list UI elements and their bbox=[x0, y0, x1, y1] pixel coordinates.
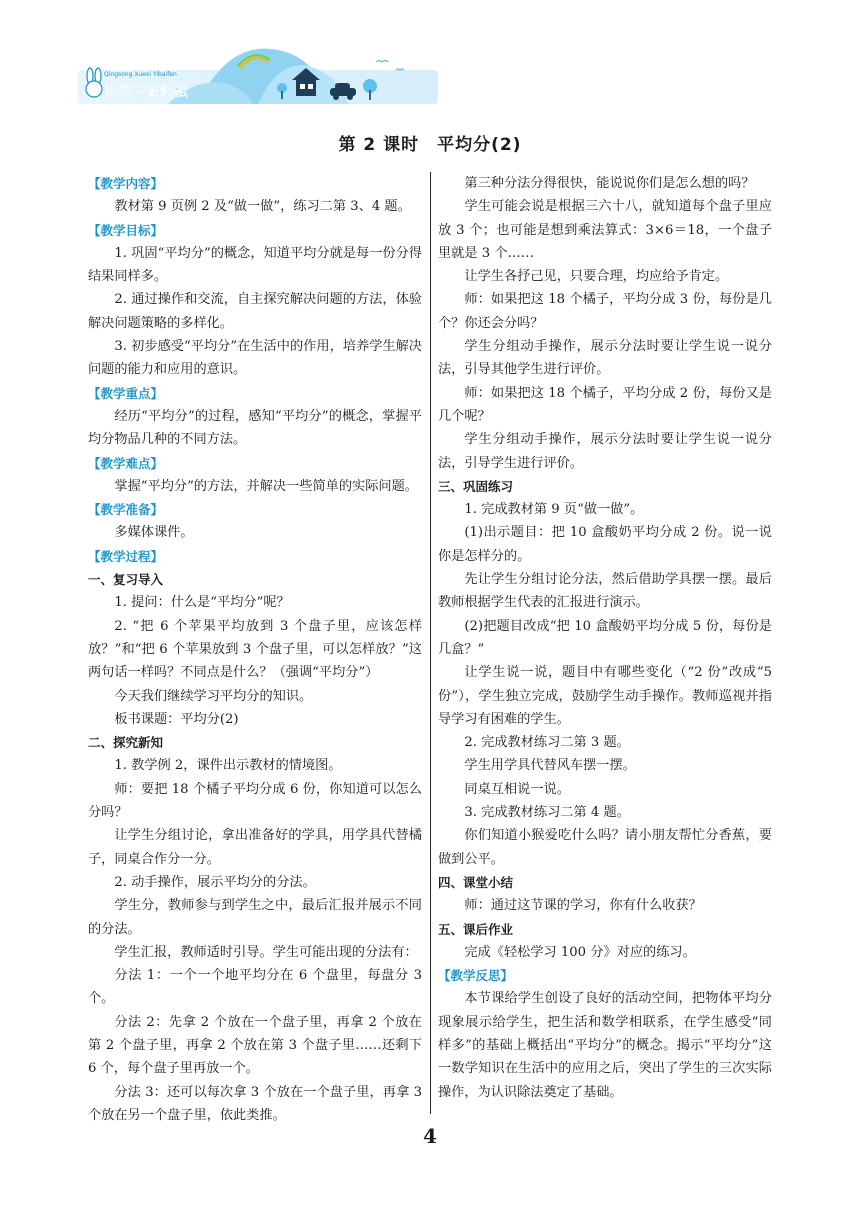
section-tag: 【教学目标】 bbox=[88, 222, 164, 238]
paragraph: 分法 2：先拿 2 个放在一个盘子里，再拿 2 个放在第 2 个盘子里，再拿 2 个放在第 3 个盘子里……还剩下 6 个，每个盘子里再放一个。 bbox=[88, 1014, 422, 1077]
paragraph: 师：要把 18 个橘子平均分成 6 份，你知道可以怎么分吗？ bbox=[88, 781, 422, 821]
paragraph: 学生可能会说是根据三六十八，就知道每个盘子里应放 3 个；也可能是想到乘法算式：3×6＝18，一个盘子里就是 3 个…… bbox=[438, 199, 772, 261]
paragraph: 学生用学具代替风车摆一摆。 bbox=[464, 758, 636, 774]
paragraph: 1. 教学例 2，课件出示教材的情境图。 bbox=[114, 758, 342, 774]
lesson-title: 第 2 课时 平均分(2) bbox=[338, 135, 522, 155]
section-tag: 【教学反思】 bbox=[438, 968, 514, 984]
section-heading: 二、探究新知 bbox=[88, 735, 164, 751]
paragraph: 让学生分组讨论，拿出准备好的学具，用学具代替橘子，同桌合作分一分。 bbox=[88, 828, 422, 867]
column-divider bbox=[430, 172, 431, 1114]
paragraph: 本节课给学生创设了良好的活动空间，把物体平均分现象展示给学生，把生活和数学相联系，在学生感受“同样多”的基础上概括出“平均分”的概念。揭示“平均分”这一数学知识在生活中的应用之后，突出了学生的三次实际操作，为认识除法奠定了基础。 bbox=[438, 991, 772, 1100]
paragraph: 第三种分法分得很快，能说说你们是怎么想的吗？ bbox=[464, 176, 755, 191]
paragraph: 多媒体课件。 bbox=[114, 525, 194, 541]
paragraph: 分法 3：还可以每次拿 3 个放在一个盘子里，再拿 3 个放在另一个盘子里，依此类推。 bbox=[88, 1084, 422, 1123]
section-tag: 【教学内容】 bbox=[88, 176, 164, 191]
paragraph: 今天我们继续学习平均分的知识。 bbox=[114, 688, 313, 704]
paragraph: 教材第 9 页例 2 及“做一做”，练习二第 3、4 题。 bbox=[114, 199, 411, 215]
paragraph: 完成《轻松学习 100 分》对应的练习。 bbox=[464, 944, 696, 960]
paragraph: 板书课题：平均分(2) bbox=[114, 711, 239, 727]
paragraph: 同桌互相说一说。 bbox=[464, 781, 570, 797]
paragraph: 分法 1：一个一个地平均分在 6 个盘里，每盘分 3 个。 bbox=[88, 968, 422, 1007]
paragraph: 你们知道小猴爱吃什么吗？请小朋友帮忙分香蕉，要做到公平。 bbox=[438, 828, 772, 867]
paragraph: 学生分组动手操作，展示分法时要让学生说一说分法，引导其他学生进行评价。 bbox=[438, 339, 772, 378]
paragraph: 学生分组动手操作，展示分法时要让学生说一说分法，引导学生进行评价。 bbox=[438, 432, 772, 471]
paragraph: 学生分，教师参与到学生之中，最后汇报并展示不同的分法。 bbox=[88, 898, 422, 937]
left-column bbox=[88, 172, 422, 1127]
paragraph: 师：如果把这 18 个橘子，平均分成 3 份，每份是几个？你还会分吗？ bbox=[438, 292, 772, 331]
section-heading: 四、课堂小结 bbox=[438, 874, 514, 890]
paragraph: 掌握“平均分”的方法，并解决一些简单的实际问题。 bbox=[114, 478, 418, 494]
paragraph: 1. 提问：什么是“平均分”呢？ bbox=[114, 595, 290, 611]
paragraph: 3. 完成教材练习二第 4 题。 bbox=[464, 805, 630, 821]
section-tag: 【教学重点】 bbox=[88, 385, 164, 401]
paragraph: 1. 巩固“平均分”的概念，知道平均分就是每一份分得结果同样多。 bbox=[88, 245, 422, 285]
section-heading: 三、巩固练习 bbox=[438, 478, 514, 494]
paragraph: 让学生各抒己见，只要合理，均应给予肯定。 bbox=[464, 269, 729, 285]
paragraph: 2. 完成教材练习二第 3 题。 bbox=[464, 735, 630, 751]
paragraph: 3. 初步感受“平均分”在生活中的作用，培养学生解决问题的能力和应用的意识。 bbox=[88, 339, 422, 378]
page-number: 4 bbox=[423, 1124, 437, 1148]
paragraph: 让学生说一说，题目中有哪些变化（“2 份”改成“5 份”），学生独立完成，鼓励学生动手操作。教师巡视并指导学习有困难的学生。 bbox=[438, 665, 772, 727]
header-banner bbox=[78, 40, 438, 106]
section-tag: 【教学准备】 bbox=[88, 502, 164, 518]
paragraph: (1)出示题目：把 10 盒酸奶平均分成 2 份。说一说你是怎样分的。 bbox=[438, 525, 772, 564]
paragraph: 先让学生分组讨论分法，然后借助学具摆一摆。最后教师根据学生代表的汇报进行演示。 bbox=[438, 572, 772, 611]
paragraph: (2)把题目改成“把 10 盒酸奶平均分成 5 份，每份是几盒？” bbox=[438, 618, 772, 657]
paragraph: 2. 动手操作，展示平均分的分法。 bbox=[114, 874, 316, 890]
paragraph: 2. “把 6 个苹果平均放到 3 个盘子里，应该怎样放？”和“把 6 个苹果放到 3 个盘子里，可以怎样放？”这两句话一样吗？不同点是什么？（强调“平均分”） bbox=[88, 618, 422, 681]
logo-slogan: 让学习更轻松 bbox=[104, 84, 188, 100]
logo-pinyin: Qingsong Xuexi Yibaifen bbox=[104, 71, 177, 78]
paragraph: 师：通过这节课的学习，你有什么收获？ bbox=[464, 898, 702, 914]
paragraph: 经历“平均分”的过程，感知“平均分”的概念，掌握平均分物品几种的不同方法。 bbox=[88, 408, 422, 448]
paragraph: 2. 通过操作和交流，自主探究解决问题的方法，体验解决问题策略的多样化。 bbox=[88, 292, 422, 331]
section-heading: 一、复习导入 bbox=[88, 572, 164, 588]
section-tag: 【教学过程】 bbox=[88, 548, 164, 564]
paragraph: 1. 完成教材第 9 页“做一做”。 bbox=[464, 502, 644, 518]
paragraph: 学生汇报，教师适时引导。学生可能出现的分法有： bbox=[114, 944, 418, 960]
section-tag: 【教学难点】 bbox=[88, 455, 164, 471]
section-heading: 五、课后作业 bbox=[438, 921, 514, 937]
right-column bbox=[438, 172, 772, 1104]
paragraph: 师：如果把这 18 个橘子，平均分成 2 份，每份又是几个呢？ bbox=[438, 385, 772, 424]
